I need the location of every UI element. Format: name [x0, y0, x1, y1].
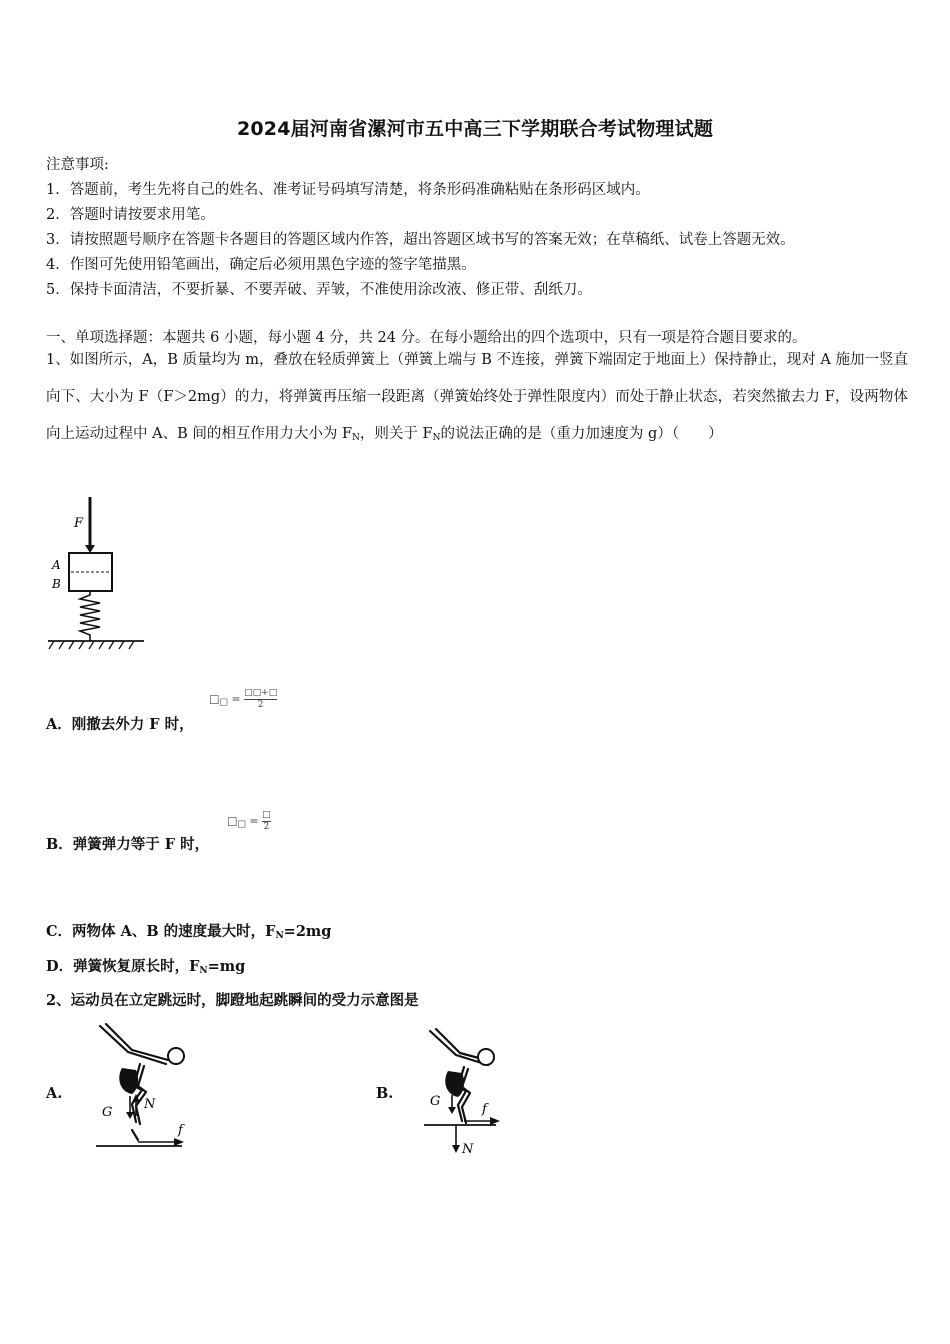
question-1-stem: 1、如图所示，A，B 质量均为 m，叠放在轻质弹簧上（弹簧上端与 B 不连接，弹簧下端固定于地面上）保持静止，现对 A 施加一竖直向下、大小为 F（F＞2mg）的力，将弹簧再压缩一段距离（弹簧始终处于弹性限度内）而处于静止状态，若突然撤去力 F，设两物体向上运动过程中 A、B 间的相互作用力大小为 $F_N$，则关于 $F_N$的说法正确的是（重力加速度为 g）（ ）	[46, 352, 908, 443]
notice-item: 2．答题时请按要求用笔。	[46, 207, 215, 223]
notice-item: 1．答题前，考生先将自己的姓名、准考证号码填写清楚，将条形码准确粘贴在条形码区域内。	[46, 182, 650, 198]
notice-item: 5．保持卡面清洁，不要折暴、不要弄破、弄皱，不准使用涂改液、修正带、刮纸刀。	[46, 282, 592, 298]
label-F: F	[74, 516, 84, 531]
option-b: B．弹簧弹力等于 F 时，	[46, 836, 210, 853]
label-B: B	[52, 577, 61, 591]
q1-spring-figure	[44, 495, 149, 655]
option-c: C．两物体 A、B 的速度最大时，$F_N=2mg$	[46, 923, 332, 941]
q2-option-a-label: A.	[46, 1085, 63, 1102]
option-d: D．弹簧恢复原长时，$F_N=mg$	[46, 958, 246, 976]
fig-a-label-G: G	[102, 1105, 113, 1120]
fig-b-label-G: G	[430, 1094, 441, 1109]
notice-item: 4．作图可先使用铅笔画出，确定后必须用黑色字迹的签字笔描黑。	[46, 257, 476, 273]
q2-figure-a	[92, 1020, 202, 1155]
label-A: A	[52, 558, 61, 572]
notice-heading: 注意事项:	[46, 157, 109, 173]
q2-option-b-label: B.	[376, 1085, 394, 1102]
q2-figure-b	[420, 1025, 530, 1160]
notice-item: 3．请按照题号顺序在答题卡各题目的答题区域内作答，超出答题区域书写的答案无效；在草稿纸、试卷上答题无效。	[46, 232, 795, 248]
option-b-formula: $□_□$ = □ 2	[227, 810, 271, 832]
section-heading: 一、单项选择题：本题共 6 小题，每小题 4 分，共 24 分。在每小题给出的四个选项中，只有一项是符合题目要求的。	[46, 330, 807, 346]
page-title: 2024届河南省漯河市五中高三下学期联合考试物理试题	[236, 118, 714, 140]
option-a: A．刚撤去外力 F 时，	[46, 716, 194, 733]
fig-a-label-f: f	[178, 1123, 183, 1138]
fig-b-label-N: N	[462, 1142, 474, 1157]
fig-a-label-N: N	[144, 1097, 156, 1112]
fig-b-label-f: f	[482, 1102, 487, 1117]
option-a-formula: $□_□$ = □□+□ 2	[209, 688, 278, 710]
question-2-stem: 2、运动员在立定跳远时，脚蹬地起跳瞬间的受力示意图是	[46, 992, 419, 1009]
